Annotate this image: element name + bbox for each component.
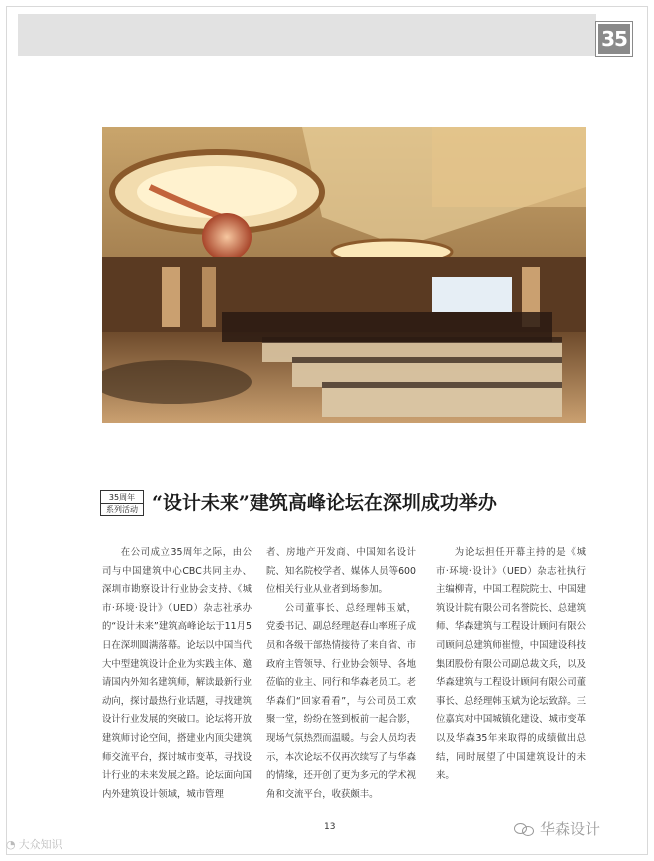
paragraph-continued: 者、房地产开发商、中国知名设计院、知名院校学者、媒体人员等600位相关行业从业者到场参加。	[266, 547, 416, 596]
bulb-icon: ◔	[6, 837, 16, 851]
brand-mark	[514, 818, 600, 839]
forum-photo	[102, 127, 586, 423]
paragraph: 在公司成立35周年之际，由公司与中国建筑中心CBC共同主办、深圳市勘察设计行业协会支持、《城市·环境·设计》（UED）杂志社承办的“设计未来”建筑高峰论坛于11月5日在深圳圆满落幕。论坛以中国当代大中型建筑设计企业为实践主体、邀请国内外知名建筑师，解读最新行业动向，探讨最热行业话题，寻找建筑设计行业发展的突破口。论坛将开放建筑师讨论空间，搭建业内顶尖建筑师交流平台，探讨城市变革，寻找设计行业的未来发展之路。论坛面向国内外建筑设计领域，城市管理	[102, 547, 253, 800]
column-1	[102, 544, 252, 804]
page-number: 13	[324, 822, 336, 832]
series-tag	[100, 490, 144, 516]
paragraph: 公司董事长、总经理韩玉斌，党委书记、副总经理赵春山率班子成员和各级干部热情接待了来自省、市政府主管领导、行业协会领导、各地莅临的业主、同行和华森老员工。老华森们“回家看看”，与公司员工欢聚一堂，纷纷在签到板前一起合影，现场气氛热烈而温暖。与会人员均表示，本次论坛不仅再次续写了与华森的情缘，还开创了更为多元的学术视角和交流平台，收获颇丰。	[266, 602, 417, 800]
header-bar	[18, 14, 596, 56]
paragraph: 为论坛担任开幕主持的是《城市·环境·设计》（UED）杂志社执行主编柳青，中国工程院院士、中国建筑设计院有限公司名誉院长、总建筑师、华森建筑与工程设计顾问有限公司顾问总建筑师崔愷，中国建设科技集团股份有限公司副总裁文兵，以及华森建筑与工程设计顾问有限公司董事长、总经理韩玉斌为论坛致辞。三位嘉宾对中国城镇化建设、城市变革以及华森35年来取得的成绩做出总结，同时展望了中国建筑设计的未来。	[436, 547, 587, 782]
anniversary-badge: 35	[596, 22, 632, 56]
watermark-text: 大众知识	[18, 838, 63, 851]
ballroom-image	[102, 127, 586, 423]
tag-series: 系列活动	[106, 505, 138, 514]
column-2	[266, 544, 416, 804]
column-3	[436, 544, 586, 786]
article-title: “设计未来”建筑高峰论坛在深圳成功举办	[152, 492, 497, 514]
tag-anniversary: 35周年	[101, 492, 143, 504]
wechat-icon	[514, 821, 536, 837]
brand-name: 华森设计	[540, 820, 601, 838]
watermark-left	[6, 836, 63, 852]
